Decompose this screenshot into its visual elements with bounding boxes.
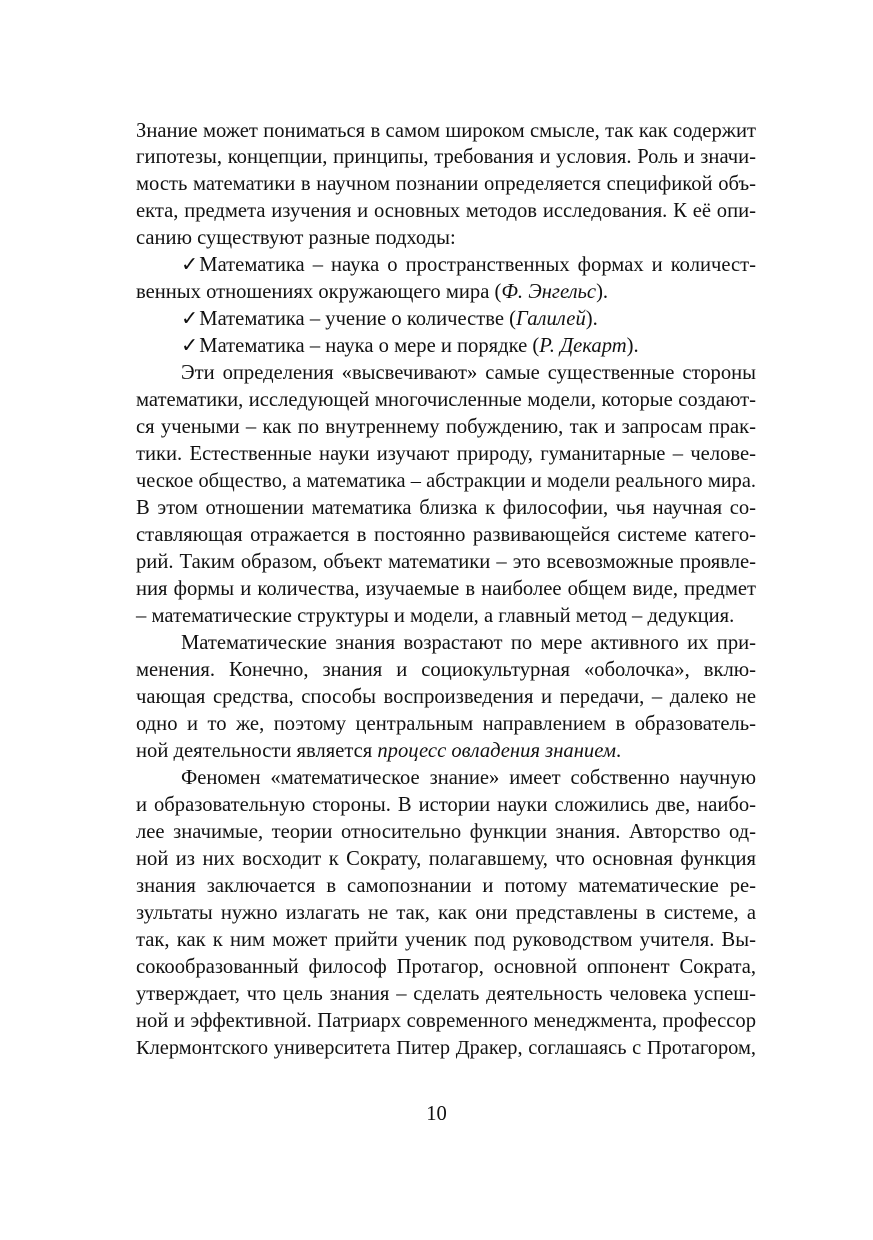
text-line: ной из них восходит к Сократу, полагавшему, что основная функция xyxy=(136,848,756,870)
text-line: чающая средства, способы воспроизведения и передачи, – далеко не xyxy=(136,686,756,708)
text-line: екта, предмета изучения и основных методов исследования. К её опи- xyxy=(136,200,756,222)
text-line: знания заключается в самопознании и потому математические ре- xyxy=(136,875,756,897)
text-line: Знание может пониматься в самом широком смысле, так как содержит xyxy=(136,120,756,142)
text-line: одно и то же, поэтому центральным направлением в образователь- xyxy=(136,713,756,735)
text-line: – математические структуры и модели, а главный метод – дедукция. xyxy=(136,605,735,627)
text-line: В этом отношении математика близка к философии, чья научная со- xyxy=(136,497,756,519)
text-line: Феномен «математическое знание» имеет собственно научную xyxy=(181,767,756,789)
emphasized-text: процесс овладения знанием xyxy=(377,740,616,762)
text-line: зультаты нужно излагать не так, как они представлены в системе, а xyxy=(136,902,756,924)
text-segment: Математика – учение о количестве ( xyxy=(199,308,517,330)
citation-author: Р. Декарт xyxy=(539,335,627,357)
text-line: мость математики в научном познании определяется спецификой объ- xyxy=(136,173,756,195)
list-item-text: Математика – наука о пространственных формах и количест- xyxy=(199,254,756,276)
citation-author: Галилей xyxy=(516,308,586,330)
list-item xyxy=(181,251,756,279)
text-segment: венных отношениях окружающего мира ( xyxy=(136,281,502,303)
citation-author: Ф. Энгельс xyxy=(501,281,597,303)
text-line: ния формы и количества, изучаемые в наиболее общем виде, предмет xyxy=(136,578,756,600)
text-line: и образовательную стороны. В истории науки сложились две, наибо- xyxy=(136,794,756,816)
text-line: математики, исследующей многочисленные модели, которые создают- xyxy=(136,389,756,411)
check-mark-icon: ✓ xyxy=(181,335,199,357)
text-line: так, как к ним может прийти ученик под руководством учителя. Вы- xyxy=(136,929,756,951)
list-item xyxy=(181,305,756,333)
list-item-continuation xyxy=(136,278,756,306)
text-segment: ). xyxy=(585,308,598,330)
check-mark-icon: ✓ xyxy=(181,254,199,276)
text-line xyxy=(136,737,756,765)
text-line: Эти определения «высвечивают» самые существенные стороны xyxy=(181,362,756,384)
list-item xyxy=(181,332,756,360)
check-mark-icon: ✓ xyxy=(181,308,199,330)
text-segment: ). xyxy=(596,281,609,303)
text-segment: Математика – наука о мере и порядке ( xyxy=(199,335,540,357)
text-line: утверждает, что цель знания – сделать деятельность человека успеш- xyxy=(136,983,756,1005)
text-line: ческое общество, а математика – абстракции и модели реального мира. xyxy=(136,470,756,492)
text-line: ставляющая отражается в постоянно развивающейся системе катего- xyxy=(136,524,756,546)
text-line: гипотезы, концепции, принципы, требования и условия. Роль и значи- xyxy=(136,146,756,168)
text-segment: . xyxy=(616,740,622,762)
text-segment: ). xyxy=(626,335,639,357)
text-segment: ной деятельности является xyxy=(136,740,378,762)
text-line: менения. Конечно, знания и социокультурная «оболочка», вклю- xyxy=(136,659,756,681)
text-line: тики. Естественные науки изучают природу, гуманитарные – челове- xyxy=(136,443,756,465)
text-line: Математические знания возрастают по мере активного их при- xyxy=(181,632,756,654)
text-line: лее значимые, теории относительно функции знания. Авторство од- xyxy=(136,821,756,843)
text-line: сокообразованный философ Протагор, основной оппонент Сократа, xyxy=(136,956,756,978)
text-line: санию существуют разные подходы: xyxy=(136,227,456,249)
page-number: 10 xyxy=(426,1103,447,1125)
text-line: ся учеными – как по внутреннему побуждению, так и запросам прак- xyxy=(136,416,756,438)
text-line: Клермонтского университета Питер Дракер, соглашаясь с Протагором, xyxy=(136,1037,756,1059)
text-line: рий. Таким образом, объект математики – это всевозможные проявле- xyxy=(136,551,756,573)
text-line: ной и эффективной. Патриарх современного менеджмента, профессор xyxy=(136,1010,756,1032)
